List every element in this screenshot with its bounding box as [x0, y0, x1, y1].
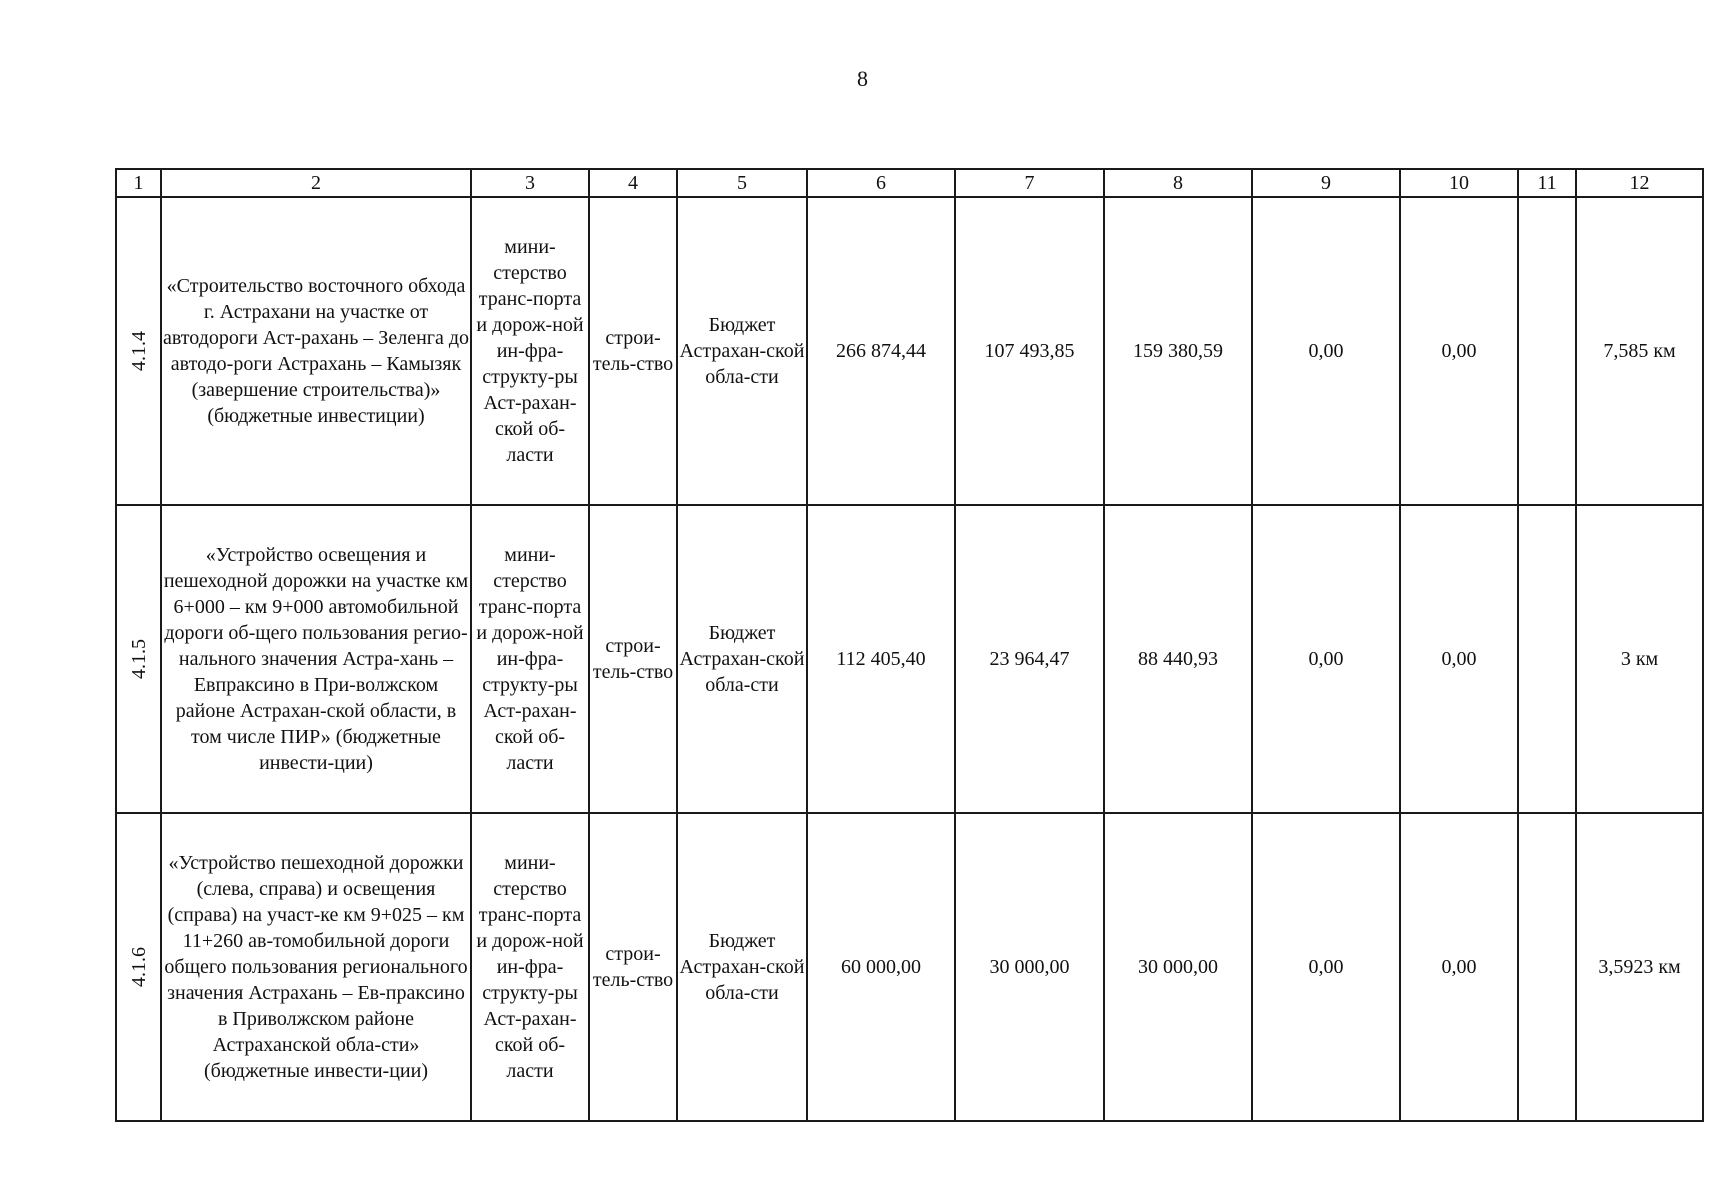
- row-code-cell: [116, 813, 161, 1121]
- col9-amount-cell: 0,00: [1252, 197, 1400, 505]
- row-code: 4.1.4: [127, 331, 150, 371]
- column-header: 4: [589, 169, 677, 197]
- work-type-cell: строи-тель-ство: [589, 505, 677, 813]
- column-header: 10: [1400, 169, 1518, 197]
- funding-source-cell: Бюджет Астрахан-ской обла-сти: [677, 505, 807, 813]
- col11-cell: [1518, 505, 1576, 813]
- column-header: 9: [1252, 169, 1400, 197]
- col11-cell: [1518, 813, 1576, 1121]
- column-header: 7: [955, 169, 1104, 197]
- col10-amount-cell: 0,00: [1400, 813, 1518, 1121]
- column-header: 8: [1104, 169, 1252, 197]
- table-row: [116, 813, 1703, 1121]
- column-header: 3: [471, 169, 589, 197]
- work-type-cell: строи-тель-ство: [589, 813, 677, 1121]
- col9-amount-cell: 0,00: [1252, 813, 1400, 1121]
- project-name-cell: «Устройство освещения и пешеходной дорожки на участке км 6+000 – км 9+000 автомобильной дороги об-щего пользования регио-нального значения Астра-хань – Евпраксино в При-волжском районе Астрахан-ской области, в том числе ПИР» (бюджетные инвести-ции): [161, 505, 471, 813]
- total-amount-cell: 266 874,44: [807, 197, 955, 505]
- funding-source-cell: Бюджет Астрахан-ской обла-сти: [677, 813, 807, 1121]
- table-row: [116, 197, 1703, 505]
- work-type-cell: строи-тель-ство: [589, 197, 677, 505]
- col10-amount-cell: 0,00: [1400, 505, 1518, 813]
- column-header: 11: [1518, 169, 1576, 197]
- col8-amount-cell: 159 380,59: [1104, 197, 1252, 505]
- total-amount-cell: 60 000,00: [807, 813, 955, 1121]
- project-name-cell: «Устройство пешеходной дорожки (слева, справа) и освещения (справа) на участ-ке км 9+025 – км 11+260 ав-томобильной дороги общего пользования регионального значения Астрахань – Ев-праксино в Приволжском районе Астраханской обла-сти» (бюджетные инвести-ции): [161, 813, 471, 1121]
- column-header: 1: [116, 169, 161, 197]
- table-row: [116, 505, 1703, 813]
- col11-cell: [1518, 197, 1576, 505]
- col8-amount-cell: 88 440,93: [1104, 505, 1252, 813]
- col8-amount-cell: 30 000,00: [1104, 813, 1252, 1121]
- column-header: 12: [1576, 169, 1703, 197]
- column-number-row: [116, 169, 1703, 197]
- col7-amount-cell: 107 493,85: [955, 197, 1104, 505]
- program-table: [115, 168, 1704, 1122]
- column-header: 2: [161, 169, 471, 197]
- row-code-cell: [116, 505, 161, 813]
- col10-amount-cell: 0,00: [1400, 197, 1518, 505]
- executor-cell: мини-стерство транс-порта и дорож-ной ин-фра-структу-ры Аст-рахан-ской об-ласти: [471, 813, 589, 1121]
- result-cell: 7,585 км: [1576, 197, 1703, 505]
- column-header: 6: [807, 169, 955, 197]
- result-cell: 3,5923 км: [1576, 813, 1703, 1121]
- col7-amount-cell: 23 964,47: [955, 505, 1104, 813]
- col7-amount-cell: 30 000,00: [955, 813, 1104, 1121]
- row-code: 4.1.6: [127, 947, 150, 987]
- col9-amount-cell: 0,00: [1252, 505, 1400, 813]
- executor-cell: мини-стерство транс-порта и дорож-ной ин-фра-структу-ры Аст-рахан-ской об-ласти: [471, 197, 589, 505]
- column-header: 5: [677, 169, 807, 197]
- executor-cell: мини-стерство транс-порта и дорож-ной ин-фра-структу-ры Аст-рахан-ской об-ласти: [471, 505, 589, 813]
- row-code: 4.1.5: [127, 639, 150, 679]
- row-code-cell: [116, 197, 161, 505]
- project-name-cell: «Строительство восточного обхода г. Астрахани на участке от автодороги Аст-рахань – Зеленга до автодо-роги Астрахань – Камызяк (завершение строительства)» (бюджетные инвестиции): [161, 197, 471, 505]
- result-cell: 3 км: [1576, 505, 1703, 813]
- total-amount-cell: 112 405,40: [807, 505, 955, 813]
- funding-source-cell: Бюджет Астрахан-ской обла-сти: [677, 197, 807, 505]
- page-number: 8: [857, 66, 868, 91]
